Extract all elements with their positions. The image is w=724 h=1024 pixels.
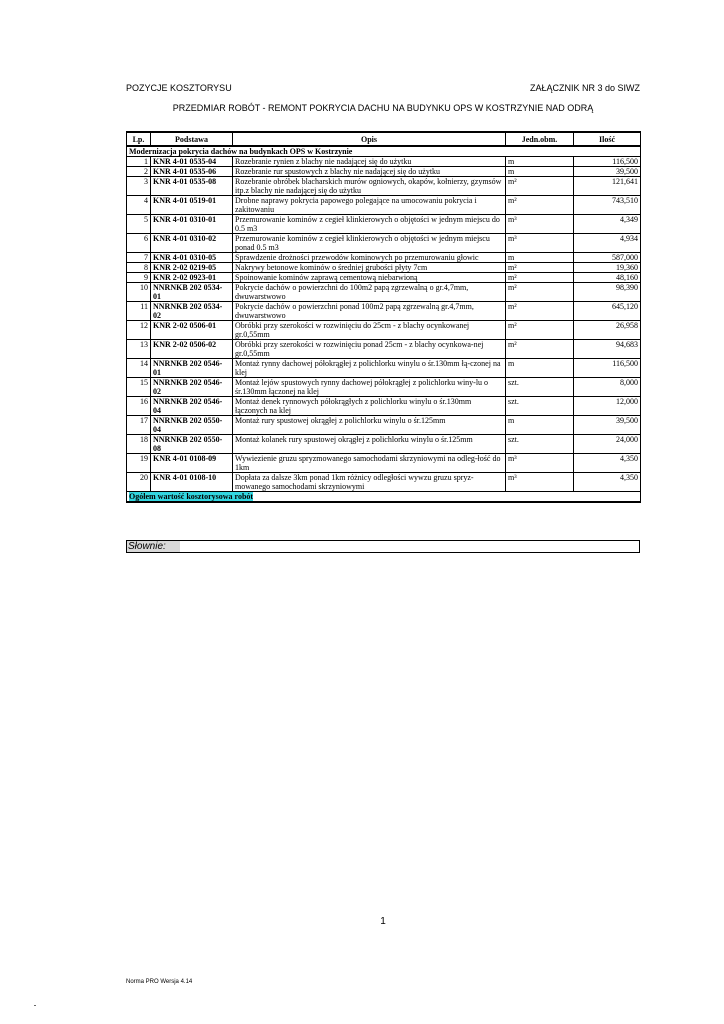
col-qty-header: Ilość (574, 132, 641, 146)
row-qty: 4,934 (574, 234, 641, 253)
row-unit: m² (506, 340, 574, 359)
row-desc: Pokrycie dachów o powierzchni ponad 100m2 papą zgrzewalną gr.4,7mm, dwuwarstwowo (233, 302, 506, 321)
row-unit: m² (506, 196, 574, 215)
row-qty: 121,641 (574, 177, 641, 196)
row-lp: 11 (127, 302, 151, 321)
row-qty: 12,000 (574, 397, 641, 416)
row-unit: m³ (506, 454, 574, 473)
row-qty: 19,360 (574, 263, 641, 273)
row-qty: 645,120 (574, 302, 641, 321)
row-base: NNRNKB 202 0550-04 (151, 416, 233, 435)
page-number: 1 (380, 916, 386, 927)
table-row (127, 283, 641, 302)
row-lp: 18 (127, 435, 151, 454)
row-desc: Rozebranie rynien z blachy nie nadającej się do użytku (233, 157, 506, 167)
row-unit: szt. (506, 435, 574, 454)
row-unit: m² (506, 321, 574, 340)
table-row (127, 234, 641, 253)
row-lp: 15 (127, 378, 151, 397)
row-qty: 48,160 (574, 273, 641, 283)
row-base: KNR 4-01 0108-09 (151, 454, 233, 473)
slownie-label: Słownie: (127, 541, 180, 552)
row-unit: m³ (506, 215, 574, 234)
slownie-box (126, 540, 640, 553)
table-row (127, 321, 641, 340)
row-base: NNRNKB 202 0546-01 (151, 359, 233, 378)
total-row (127, 492, 641, 503)
row-unit: m² (506, 177, 574, 196)
row-qty: 39,500 (574, 416, 641, 435)
row-qty: 39,500 (574, 167, 641, 177)
row-unit: m³ (506, 234, 574, 253)
row-unit: m (506, 416, 574, 435)
row-base: KNR 4-01 0310-01 (151, 215, 233, 234)
row-desc: Dopłata za dalsze 3km ponad 1km różnicy odległości wywzu gruzu spryz-mowanego samochodami skrzyniowymi (233, 473, 506, 492)
row-qty: 26,958 (574, 321, 641, 340)
row-lp: 9 (127, 273, 151, 283)
row-base: KNR 4-01 0310-02 (151, 234, 233, 253)
row-base: KNR 4-01 0108-10 (151, 473, 233, 492)
row-unit: m (506, 157, 574, 167)
row-lp: 16 (127, 397, 151, 416)
section-title: Modernizacja pokrycia dachów na budynkach OPS w Kostrzynie (127, 146, 641, 157)
table-row (127, 435, 641, 454)
margin-mark (34, 1005, 36, 1006)
col-base-header: Podstawa (151, 132, 233, 146)
row-lp: 13 (127, 340, 151, 359)
row-base: KNR 4-01 0535-08 (151, 177, 233, 196)
row-unit: m² (506, 302, 574, 321)
table-row (127, 359, 641, 378)
row-desc: Montaż rury spustowej okrągłej z polichlorku winylu o śr.125mm (233, 416, 506, 435)
row-unit: m (506, 167, 574, 177)
row-lp: 8 (127, 263, 151, 273)
row-qty: 116,500 (574, 157, 641, 167)
row-unit: m³ (506, 473, 574, 492)
row-lp: 19 (127, 454, 151, 473)
header-right: ZAŁĄCZNIK NR 3 do SIWZ (529, 83, 640, 93)
total-cell (127, 492, 641, 503)
row-desc: Montaż lejów spustowych rynny dachowej półokrągłej z polichlorku winy-lu o śr.130mm łączonej na klej (233, 378, 506, 397)
row-base: KNR 2-02 0219-05 (151, 263, 233, 273)
total-label: Ogółem wartość kosztorysowa robót (129, 492, 254, 501)
table-row (127, 215, 641, 234)
row-desc: Rozebranie rur spustowych z blachy nie nadającej się do użytku (233, 167, 506, 177)
row-base: KNR 4-01 0519-01 (151, 196, 233, 215)
row-unit: m (506, 359, 574, 378)
table-row (127, 454, 641, 473)
row-lp: 12 (127, 321, 151, 340)
row-qty: 8,000 (574, 378, 641, 397)
section-row (127, 146, 641, 157)
row-unit: m² (506, 273, 574, 283)
row-lp: 1 (127, 157, 151, 167)
row-base: KNR 4-01 0310-05 (151, 253, 233, 263)
col-desc-header: Opis (233, 132, 506, 146)
col-lp-header: Lp. (127, 132, 151, 146)
row-unit: szt. (506, 397, 574, 416)
row-qty: 4,350 (574, 454, 641, 473)
row-desc: Obróbki przy szerokości w rozwinięciu do 25cm - z blachy ocynkowanej gr.0,55mm (233, 321, 506, 340)
footer-version: Norma PRO Wersja 4.14 (126, 979, 193, 985)
row-lp: 5 (127, 215, 151, 234)
row-base: NNRNKB 202 0546-02 (151, 378, 233, 397)
row-lp: 17 (127, 416, 151, 435)
row-lp: 7 (127, 253, 151, 263)
row-base: KNR 4-01 0535-04 (151, 157, 233, 167)
row-lp: 4 (127, 196, 151, 215)
row-desc: Sprawdzenie drożności przewodów kominowych po przemurowaniu głowic (233, 253, 506, 263)
row-desc: Nakrywy betonowe kominów o średniej grubości płyty 7cm (233, 263, 506, 273)
row-unit: m² (506, 263, 574, 273)
row-base: NNRNKB 202 0550-08 (151, 435, 233, 454)
col-unit-header: Jedn.obm. (506, 132, 574, 146)
row-desc: Montaż denek rynnowych półokrągłych z polichlorku winylu o śr.130mm łączonych na klej (233, 397, 506, 416)
row-desc: Wywiezienie gruzu spryzmowanego samochodami skrzyniowymi na odleg-łość do 1km (233, 454, 506, 473)
row-lp: 10 (127, 283, 151, 302)
row-qty: 24,000 (574, 435, 641, 454)
row-desc: Przemurowanie kominów z cegieł klinkierowych o objętości w jednym miejscu ponad 0.5 m3 (233, 234, 506, 253)
row-base: NNRNKB 202 0534-01 (151, 283, 233, 302)
table-row (127, 196, 641, 215)
cost-table (126, 131, 641, 503)
row-desc: Spoinowanie kominów zaprawą cementową niebarwioną (233, 273, 506, 283)
row-qty: 587,000 (574, 253, 641, 263)
table-row (127, 340, 641, 359)
row-lp: 2 (127, 167, 151, 177)
row-desc: Drobne naprawy pokrycia papowego polegające na umocowaniu pokrycia i zakitowaniu (233, 196, 506, 215)
page-title: PRZEDMIAR ROBÓT - REMONT POKRYCIA DACHU NA BUDYNKU OPS W KOSTRZYNIE NAD ODRĄ (172, 103, 594, 113)
row-unit: m² (506, 283, 574, 302)
table-row (127, 378, 641, 397)
row-desc: Przemurowanie kominów z cegieł klinkierowych o objętości w jednym miejscu do 0.5 m3 (233, 215, 506, 234)
row-qty: 4,350 (574, 473, 641, 492)
row-desc: Montaż kolanek rury spustowej okrągłej z polichlorku winylu o śr.125mm (233, 435, 506, 454)
table-row (127, 416, 641, 435)
row-lp: 14 (127, 359, 151, 378)
row-base: NNRNKB 202 0546-04 (151, 397, 233, 416)
table-row (127, 397, 641, 416)
row-desc: Pokrycie dachów o powierzchni do 100m2 papą zgrzewalną o gr.4,7mm, dwuwarstwowo (233, 283, 506, 302)
row-qty: 98,390 (574, 283, 641, 302)
header-left: POZYCJE KOSZTORYSU (126, 83, 232, 93)
row-desc: Rozebranie obróbek blacharskich murów ogniowych, okapów, kołnierzy, gzymsów itp.z blachy nie nadającej się do użytku (233, 177, 506, 196)
row-base: KNR 4-01 0535-06 (151, 167, 233, 177)
table-row (127, 253, 641, 263)
row-qty: 743,510 (574, 196, 641, 215)
row-base: KNR 2-02 0923-01 (151, 273, 233, 283)
row-desc: Montaż rynny dachowej półokrągłej z polichlorku winylu o śr.130mm łą-czonej na klej (233, 359, 506, 378)
table-row (127, 473, 641, 492)
table-row (127, 273, 641, 283)
row-base: KNR 2-02 0506-01 (151, 321, 233, 340)
row-unit: m (506, 253, 574, 263)
row-lp: 6 (127, 234, 151, 253)
row-base: KNR 2-02 0506-02 (151, 340, 233, 359)
row-base: NNRNKB 202 0534-02 (151, 302, 233, 321)
table-row (127, 157, 641, 167)
row-qty: 4,349 (574, 215, 641, 234)
row-desc: Obróbki przy szerokości w rozwinięciu ponad 25cm - z blachy ocynkowa-nej gr.0,55mm (233, 340, 506, 359)
table-row (127, 263, 641, 273)
table-row (127, 167, 641, 177)
row-lp: 20 (127, 473, 151, 492)
row-qty: 94,683 (574, 340, 641, 359)
row-qty: 116,500 (574, 359, 641, 378)
row-unit: szt. (506, 378, 574, 397)
table-row (127, 302, 641, 321)
table-row (127, 177, 641, 196)
row-lp: 3 (127, 177, 151, 196)
table-header-row (127, 132, 641, 146)
